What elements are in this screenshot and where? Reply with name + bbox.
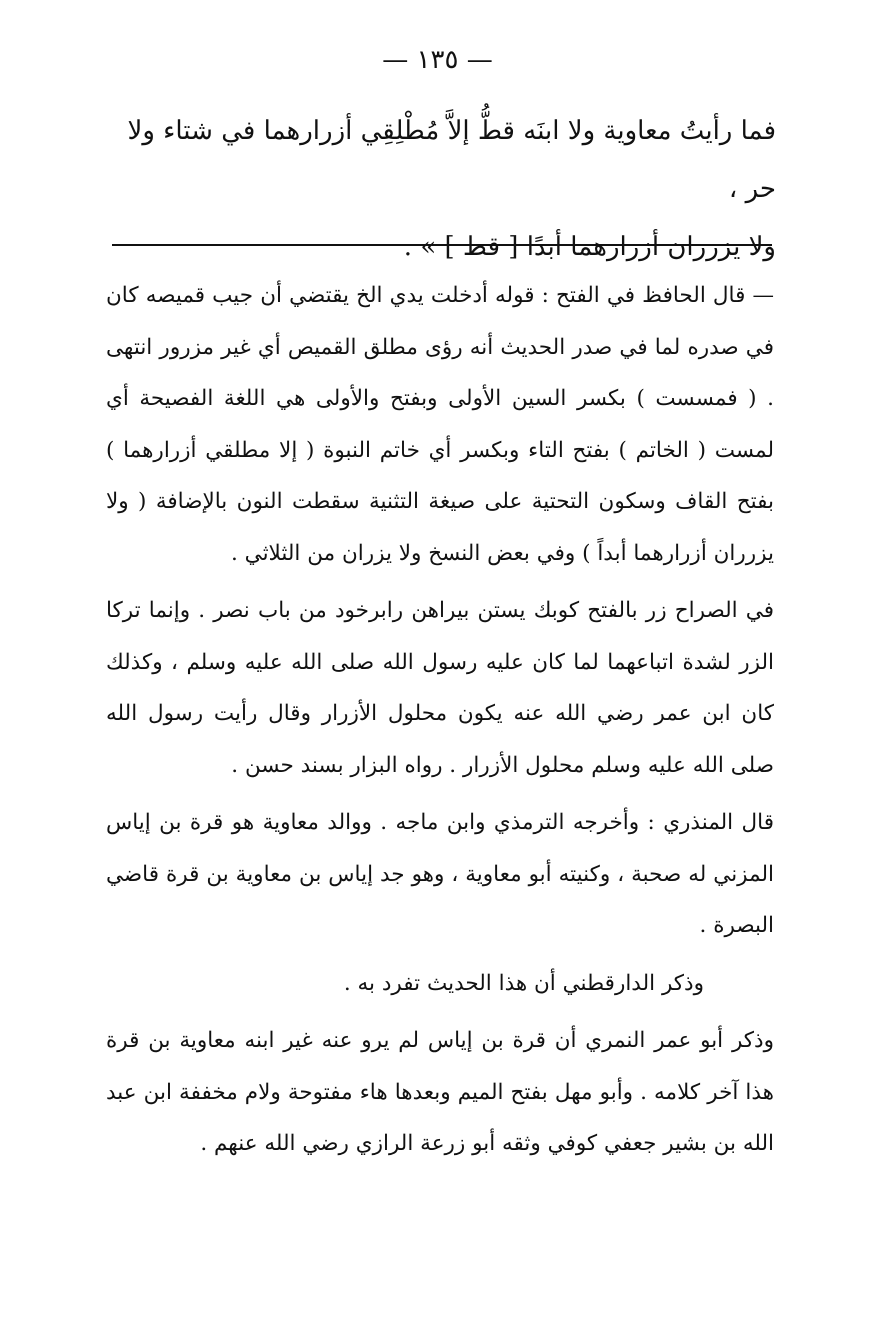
footnote-separator xyxy=(112,244,772,246)
commentary-paragraph: وذكر أبو عمر النمري أن قرة بن إياس لم يرو عنه غير ابنه معاوية بن قرة هذا آخر كلامه . وأبو مهل بفتح الميم وبعدها هاء مفتوحة ولام مخففة ابن عبد الله بن بشير جعفي كوفي وثقه أبو زرعة الرازي رضي الله عنهم . xyxy=(106,1028,774,1156)
commentary-paragraph: وذكر الدارقطني أن هذا الحديث تفرد به . xyxy=(343,970,704,996)
hadith-text xyxy=(108,102,776,276)
hadith-line-2: ولا يزرران أزرارهما أبدًا [ قط ] » . xyxy=(403,232,776,262)
page-number: — ١٣٥ — xyxy=(382,45,493,75)
commentary-section xyxy=(106,270,774,1176)
commentary-paragraph: — قال الحافظ في الفتح : قوله أدخلت يدي الخ يقتضي أن جيب قميصه كان في صدره لما في صدر الحديث أنه رؤى مطلق القميص أي غير مزرور انتهى . ( فمسست ) بكسر السين الأولى وبفتح والأولى هي اللغة الفصيحة أي لمست ( الخاتم ) بفتح التاء وبكسر أي خاتم النبوة ( إلا مطلقي أزرارهما ) بفتح القاف وسكون التحتية على صيغة التثنية سقطت النون بالإضافة ( ولا يزرران أزرارهما أبداً ) وفي بعض النسخ ولا يزران من الثلاثي . xyxy=(106,283,774,566)
commentary-paragraph: في الصراح زر بالفتح كوبك يستن بيراهن رابرخود من باب نصر . وإنما تركا الزر لشدة اتباعهما لما كان عليه رسول الله صلى الله عليه وسلم ، وكذلك كان ابن عمر رضي الله عنه يكون محلول الأزرار وقال رأيت رسول الله صلى الله عليه وسلم محلول الأزرار . رواه البزار بسند حسن . xyxy=(106,598,774,778)
commentary-paragraph: قال المنذري : وأخرجه الترمذي وابن ماجه . ووالد معاوية هو قرة بن إياس المزني له صحبة ، وكنيته أبو معاوية ، وهو جد إياس بن معاوية بن قرة قاضي البصرة . xyxy=(106,810,774,938)
hadith-line-1: فما رأيتُ معاوية ولا ابنَه قطُّ إلاَّ مُطْلِقِي أزرارهما في شتاء ولا حر ، xyxy=(127,116,776,204)
